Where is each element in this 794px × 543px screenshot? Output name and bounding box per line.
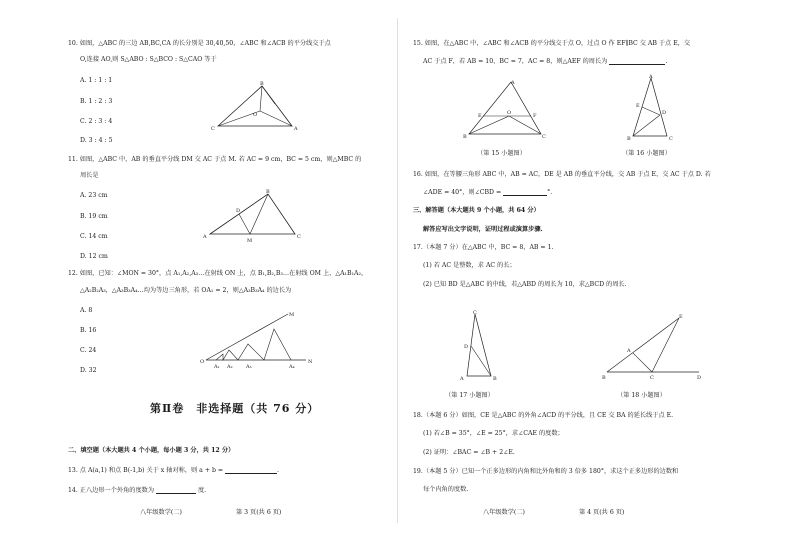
q12-option-c[interactable]: C. 24: [80, 347, 97, 354]
q11-label-d: D: [236, 208, 241, 214]
q15-stem-line2: [423, 58, 667, 65]
q15-label-f: F: [533, 113, 537, 119]
q19-stem-line1: 19.（本题 5 分）已知一个正多边形的内角和比外角和的 3 倍多 180°，求这个正多边形的边数和: [413, 468, 679, 475]
q17-caption: （第 17 小题图）: [445, 392, 494, 399]
q16-label-b: B: [627, 136, 631, 142]
q10-option-d[interactable]: D. 3 : 4 : 5: [80, 137, 113, 144]
left-footer-subject: 八年级数学(二): [140, 509, 182, 516]
q15-period: .: [665, 58, 668, 65]
q16-label-a: A: [649, 74, 653, 80]
q12-label-a4: A₄: [289, 364, 295, 370]
q10-label-a: A: [294, 126, 298, 132]
q15-caption: （第 15 小题图）: [477, 150, 526, 157]
q16-label-d: D: [662, 110, 667, 116]
q14-stem: [68, 487, 206, 494]
q12-option-b[interactable]: B. 16: [80, 327, 97, 334]
right-footer-page: 第 4 页(共 6 页): [579, 509, 625, 516]
q13-answer-blank[interactable]: [225, 467, 277, 474]
q17-stem: 17.（本题 7 分）在△ABC 中，BC = 8，AB = 1.: [413, 244, 554, 251]
solve-heading: 三、解答题（本大题共 9 个小题，共 64 分）: [413, 207, 540, 214]
q10-stem-line2: O,连接 AO,则 S△ABO : S△BCO : S△CAO 等于: [80, 56, 217, 63]
q18-triangle-figure: [597, 310, 707, 380]
q11-label-m: M: [247, 238, 253, 244]
q11-option-c[interactable]: C. 14 cm: [80, 233, 108, 240]
q16-stem-line1: 16. 如图，在等腰三角形 ABC 中，AB = AC，DE 是 AB 的垂直平分线，交 AB 于点 E，交 AC 于点 D. 若: [413, 171, 711, 178]
q16-answer-blank[interactable]: [503, 189, 547, 196]
q16-label-e: E: [636, 103, 640, 109]
q15-label-c: C: [542, 134, 546, 140]
q16-label-c: C: [669, 136, 673, 142]
q13-stem: 13. 点 A(a,1) 和点 B(-1,b) 关于 x 轴对称，则 a + b = .: [68, 467, 280, 474]
q15-label-o: O: [507, 110, 512, 116]
q12-angle-figure: [196, 308, 316, 376]
q10-option-c[interactable]: C. 2 : 3 : 4: [80, 118, 113, 125]
q11-stem-line1: 11. 如图，△ABC 中，AB 的垂直平分线 DM 交 AC 于点 M. 若 AC = 9 cm，BC = 5 cm，则△MBC 的: [68, 156, 362, 163]
q16-stem-line2: [423, 189, 552, 196]
q19-stem-line2: 每个内角的度数.: [423, 486, 469, 493]
q18-label-e: E: [679, 314, 683, 320]
q18-part1: (1) 若∠B = 35°，∠E = 25°，求∠CAE 的度数；: [423, 430, 564, 437]
q15-text: AC 于点 F，若 AB = 10，BC = 7，AC = 8，则△AEF 的周长为: [423, 58, 608, 65]
q17-part2: (2) 已知 BD 是△ABC 的中线，若△ABD 的周长为 10，求△BCD 的周长.: [423, 281, 627, 288]
q14-unit: 度.: [198, 487, 207, 494]
q12-label-a3: A₃: [246, 364, 252, 370]
q15-answer-blank[interactable]: [609, 58, 668, 65]
q11-option-b[interactable]: B. 19 cm: [80, 213, 108, 220]
q15-label-a: A: [511, 80, 515, 86]
q16-unit: °.: [547, 189, 553, 196]
q11-label-c: C: [297, 234, 301, 240]
q11-option-d[interactable]: D. 12 cm: [80, 253, 108, 260]
q17-part1: (1) 若 AC 是整数，求 AC 的长；: [423, 262, 516, 269]
q10-label-c: C: [211, 126, 215, 132]
q17-label-c: C: [473, 310, 477, 316]
q12-stem-line1: 12. 如图，已知：∠MON = 30°，点 A₁,A₂,A₃…在射线 ON 上，点 B₁,B₂,B₃…在射线 OM 上，△A₁B₁A₂，: [68, 270, 368, 277]
q10-option-a[interactable]: A. 1 : 1 : 1: [80, 77, 113, 84]
q11-triangle-figure: [200, 188, 310, 248]
q17-label-d: D: [464, 344, 469, 350]
q17-label-b: B: [493, 376, 497, 382]
q12-label-o: O: [200, 359, 205, 365]
q12-label-n: N: [308, 359, 313, 365]
q11-option-a[interactable]: A. 23 cm: [80, 192, 108, 199]
q10-stem-line1: 10. 如图，△ABC 的三边 AB,BC,CA 的长分别是 30,40,50，∠ABC 和∠ACB 的平分线交于点: [68, 40, 331, 47]
q18-label-c: C: [650, 375, 654, 380]
q18-label-a: A: [627, 348, 631, 354]
q12-option-a[interactable]: A. 8: [80, 307, 93, 314]
q10-option-b[interactable]: B. 1 : 2 : 3: [80, 98, 113, 105]
q18-caption: （第 18 小题图）: [617, 392, 666, 399]
q17-label-a: A: [460, 376, 464, 382]
q18-stem: 18.（本题 6 分）如图，CE 是△ABC 的外角∠ACD 的平分线，且 CE 交 BA 的延长线于点 E.: [413, 412, 674, 419]
q16-triangle-figure: [619, 72, 689, 144]
part2-title: 第Ⅱ卷 非选择题（共 76 分）: [150, 402, 320, 415]
left-footer-page: 第 3 页(共 6 页): [236, 509, 282, 516]
solve-note: 解答应写出文字说明，证明过程或演算步骤.: [423, 226, 543, 233]
q11-label-b: B: [266, 189, 270, 195]
q15-label-b: B: [463, 134, 467, 140]
q14-answer-blank[interactable]: [156, 487, 196, 494]
q12-label-a2: A₂: [227, 364, 233, 370]
q11-label-a: A: [203, 234, 207, 240]
q12-option-d[interactable]: D. 32: [80, 367, 97, 374]
q12-label-m: M: [289, 312, 295, 318]
q10-label-o: O: [253, 112, 258, 118]
q10-triangle-figure: [200, 78, 310, 138]
q12-stem-line2: △A₂B₂A₃，△A₃B₃A₄…均为等边三角形，若 OA₁ = 2，则△A₃B₃A₄ 的边长为: [80, 287, 292, 294]
fill-in-heading: 二、填空题（本大题共 4 个小题，每小题 3 分，共 12 分）: [68, 447, 235, 454]
q18-label-d: D: [697, 375, 702, 380]
q13-text: 13. 点 A(a,1) 和点 B(-1,b) 关于 x 轴对称，则 a + b =: [68, 467, 224, 474]
q14-text: 14. 正八边形一个外角的度数为: [68, 487, 155, 494]
q18-label-b: B: [602, 375, 606, 380]
q16-caption: （第 16 小题图）: [622, 150, 671, 157]
q15-label-e: E: [478, 113, 482, 119]
q11-stem-line2: 周长是: [80, 172, 99, 179]
q15-stem-line1: 15. 如图，在△ABC 中，∠ABC 和∠ACB 的平分线交于点 O，过点 O 作 EF∥BC 交 AB 于点 E，交: [413, 40, 691, 47]
q12-label-a1: A₁: [214, 364, 220, 370]
q17-triangle-figure: [453, 308, 513, 384]
q10-label-b: B: [260, 81, 264, 87]
q16-text: ∠ADE = 40°，则∠CBD =: [423, 189, 502, 196]
right-page: [397, 0, 794, 543]
q18-part2: (2) 证明：∠BAC = ∠B + 2∠E.: [423, 449, 515, 456]
right-footer-subject: 八年级数学(二): [483, 509, 525, 516]
q15-triangle-figure: [457, 76, 557, 142]
